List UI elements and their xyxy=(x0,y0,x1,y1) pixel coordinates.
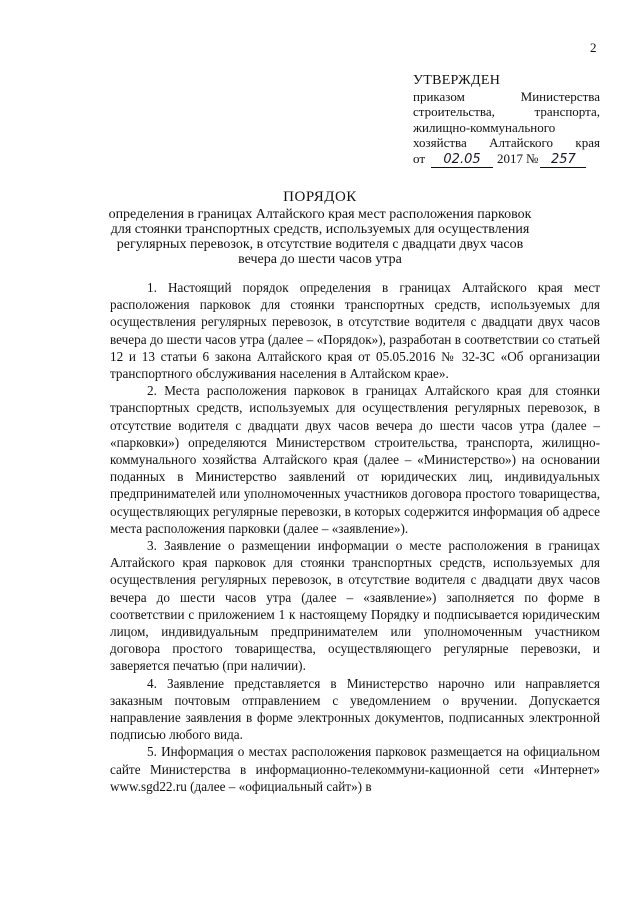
approval-year: 2017 xyxy=(497,150,524,166)
title-subtitle: определения в границах Алтайского края мест расположения парковок для стоянки транспортных средств, используемых для осуществления регулярных перевозок, в отсутствие водителя с двадцати двух часов вечера до шести часов утра xyxy=(108,207,532,267)
date-prefix: от xyxy=(413,150,426,166)
approval-heading: УТВЕРЖДЕН xyxy=(413,73,501,88)
approval-line: жилищно-коммунального xyxy=(413,119,556,135)
paragraph: 1. Настоящий порядок определения в границах Алтайского края мест расположения парковок для стоянки транспортных средств, используемых для осуществления регулярных перевозок, в отсутствие водителя с двадцати двух часов вечера до шести часов утра (далее – «Порядок»), разработан в соответствии со статьей 12 и 13 статьи 6 закона Алтайского края от 05.05.2016 № 32-ЗС «Об организации транспортного обслуживания населения в Алтайском крае». xyxy=(110,280,600,382)
paragraph: 3. Заявление о размещении информации о месте расположения в границах Алтайского края парковок для стоянки транспортных средств, используемых для осуществления регулярных перевозок, в отсутствие водителя с двадцати двух часов вечера до шести часов утра (далее – «заявление») заполняется по форме в соответствии с приложением 1 к настоящему Порядку и подписывается юридическим лицом, индивидуальным предпринимателем или уполномоченным участником договора простого товарищества, осуществляющего регулярные перевозки, и заверяется печатью (при наличии). xyxy=(110,538,600,674)
paragraph: 4. Заявление представляется в Министерство нарочно или направляется заказным почтовым отправлением с уведомлением о вручении. Допускается направление заявления в форме электронных документов, подписанных электронной подписью любого вида. xyxy=(110,675,600,743)
approval-line: приказом Министерства xyxy=(413,88,600,104)
approval-date-line xyxy=(413,151,600,168)
document-body xyxy=(110,279,600,795)
document-title xyxy=(100,190,540,267)
number-sign: № xyxy=(526,150,539,166)
paragraph: 2. Места расположения парковок в границах Алтайского края для стоянки транспортных средств, используемых для осуществления регулярных перевозок, в отсутствие водителя с двадцати двух часов вечера до шести часов утра (далее – «парковки») определяются Министерством строительства, транспорта, жилищно-коммунального хозяйства Алтайского края (далее – «Министерство») на основании поданных в Министерство заявлений от юридических лиц, индивидуальных предпринимателей или уполномоченных участников договора простого товарищества, осуществляющих регулярные перевозки, в которых содержится информация об адресе места расположения парковки (далее – «заявление»). xyxy=(110,383,600,536)
approval-block xyxy=(413,73,600,168)
handwritten-date: 02.05 xyxy=(431,153,493,168)
approval-line: хозяйства Алтайского края xyxy=(413,135,600,150)
title-main: ПОРЯДОК xyxy=(283,189,357,205)
handwritten-number: 257 xyxy=(540,153,586,168)
paragraph: 5. Информация о местах расположения парковок размещается на официальном сайте Министерства в информационно-телекоммуни-кационной сети «Интернет» www.sgd22.ru (далее – «официальный сайт») в xyxy=(110,744,600,794)
approval-line: строительства, транспорта, xyxy=(413,104,600,119)
page-number: 2 xyxy=(590,40,597,55)
